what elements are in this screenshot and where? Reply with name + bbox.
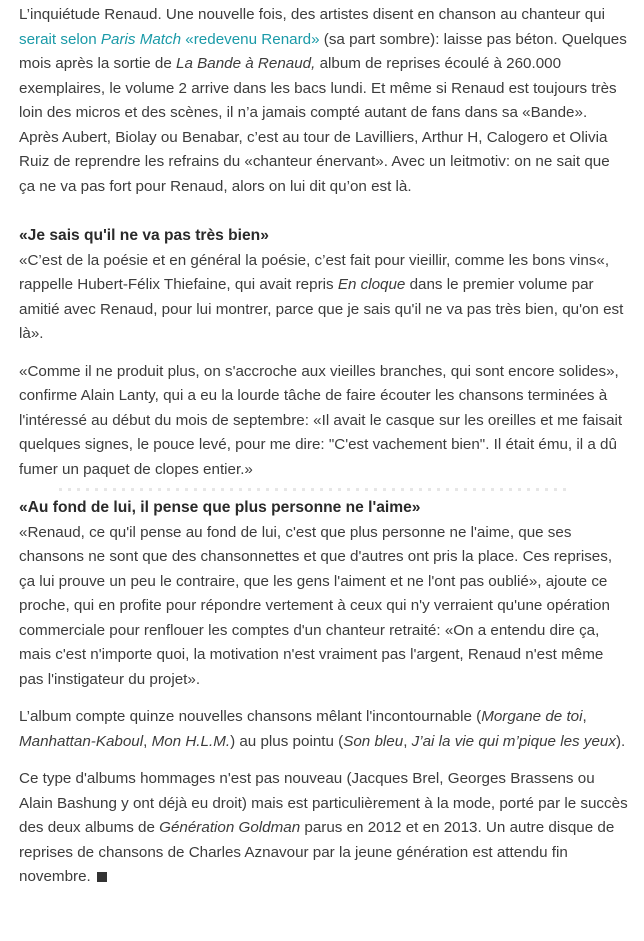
subheading-1: «Je sais qu'il ne va pas très bien» <box>19 227 269 244</box>
text: dans le premier volume par amitié avec Renaud, pour lui montrer, parce que je sais qu'il ne va pas très bien, qu'on est là». <box>19 276 624 342</box>
text: ) au plus pointu ( <box>230 732 344 750</box>
album-title: Génération Goldman <box>159 819 301 836</box>
text: album de reprises écoulé à 260.000 exemplaires, le volume 2 arrive dans les bacs lundi. Et même si Renaud est toujours très loin des micros et des scènes, il n’a jamais compté autant de fans dans sa «Bande». Après Aubert, Biolay ou Benabar, c’est au tour de Lavilliers, Arthur H, Calogero et Olivia Ruiz de reprendre les refrains du «chanteur énervant». Avec un leitmotiv: on ne sait que ça ne va pas fort pour Renaud, alors on lui dit qu’on est là. <box>19 55 617 195</box>
text: L’inquiétude Renaud. Une nouvelle fois, des artistes disent en chanson au chanteur qui <box>19 6 605 23</box>
song-title: J’ai la vie qui m’pique les yeux <box>411 732 616 750</box>
link-text: «redevenu Renard» <box>181 30 320 48</box>
link-text-italic: Paris Match <box>100 30 182 48</box>
text: (sa part sombre): laisse pas béton. Quelques mois après la sortie de <box>19 30 627 72</box>
paragraph-hommages <box>19 767 629 890</box>
text: parus en 2012 et en 2013. Un autre disque de reprises de chansons de Charles Aznavour par la jeune génération est attendu fin novembre. <box>19 819 615 885</box>
text: , <box>403 732 412 750</box>
end-of-article-icon <box>97 872 107 882</box>
text: ). <box>615 732 626 750</box>
paragraph-proche: «Renaud, ce qu'il pense au fond de lui, c'est que plus personne ne l'aime, que ses chansons ne sont que des chansonnettes et que d'autres ont pris la place. Ces reprises, ça lui prouve un peu le contraire, que les gens l'aiment et ne l'ont pas oublié», ajoute ce proche, qui en profite pour répondre vertement à ceux qui n'y verraient qu'une opération commerciale pour renflouer les comptes d'un chanteur retraité: «On a entendu dire ça, mais c'est n'importe quoi, la motivation n'est vraiment pas l'argent, Renaud n'est même pas l'instigateur du projet». <box>19 523 613 688</box>
paragraph-thiefaine <box>19 249 629 347</box>
text: , <box>143 732 152 750</box>
text: «C’est de la poésie et en général la poésie, c’est fait pour vieillir, comme les bons vins«, rappelle Hubert-Félix Thiefaine, qui avait repris <box>19 251 610 293</box>
song-title: Mon H.L.M. <box>151 732 231 750</box>
paragraph-album <box>19 705 629 754</box>
paragraph-intro <box>19 3 629 199</box>
song-title: Son bleu <box>343 732 404 750</box>
album-title: La Bande à Renaud, <box>176 55 316 72</box>
song-title: En cloque <box>337 276 406 293</box>
song-title: Manhattan-Kaboul <box>19 732 144 750</box>
link-text: serait selon <box>19 30 101 48</box>
subheading-2: «Au fond de lui, il pense que plus personne ne l'aime» <box>19 496 629 521</box>
text: Ce type d'albums hommages n'est pas nouveau (Jacques Brel, Georges Brassens ou Alain Bashung y ont déjà eu droit) mais est particulièrement à la mode, porté par le succès des deux albums de <box>19 770 628 836</box>
paris-match-link[interactable] <box>19 31 320 48</box>
paragraph-lanty: «Comme il ne produit plus, on s'accroche aux vieilles branches, qui sont encore solides», confirme Alain Lanty, qui a eu la lourde tâche de faire écouter les chansons terminées à l'intéressé au début du mois de septembre: «Il avait le casque sur les oreilles et me faisait quelques signes, le pouce levé, pour me dire: "C'est vachement bien". Il était ému, il a dû fumer un paquet de clopes entier.» <box>19 362 623 478</box>
text: , <box>582 708 587 725</box>
song-title: Morgane de toi <box>481 708 583 725</box>
text: L’album compte quinze nouvelles chansons mêlant l'incontournable ( <box>19 708 482 725</box>
